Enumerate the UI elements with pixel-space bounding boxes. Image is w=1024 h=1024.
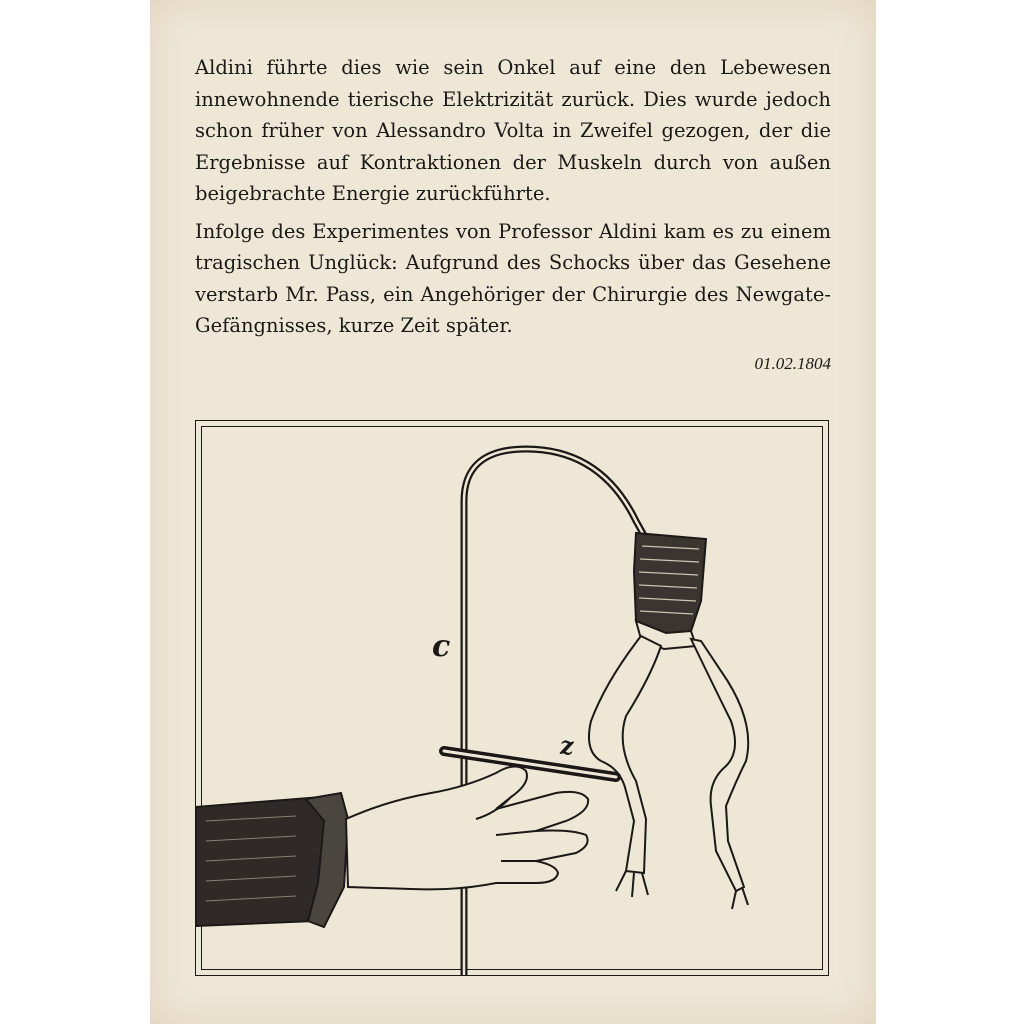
label-z: z (560, 731, 574, 760)
hand (346, 766, 588, 889)
date: 01.02.1804 (754, 353, 831, 373)
sleeve (196, 793, 348, 927)
illustration-frame (195, 420, 829, 976)
paragraph-2: Infolge des Experimentes von Professor Aldini kam es zu einem tragischen Unglück: Aufgrund des Schocks über das Gesehene verstarb Mr. Pass, ein Angehöriger der Chirurgie des Newgate-Gefängnisses, kurze Zeit später. (195, 219, 831, 337)
page (150, 0, 876, 1024)
frog-leg-experiment-illustration (196, 421, 829, 976)
frog-torso (634, 533, 706, 649)
article-text (195, 52, 831, 379)
paragraph-1: Aldini führte dies wie sein Onkel auf eine den Lebewesen innewohnende tierische Elektrizität zurück. Dies wurde jedoch schon früher von Alessandro Volta in Zweifel gezogen, der die Ergebnisse auf Kontraktionen der Muskeln durch von außen beigebrachte Energie zurückführte. (195, 56, 831, 205)
metal-rod (444, 751, 616, 777)
label-c: c (432, 629, 451, 664)
